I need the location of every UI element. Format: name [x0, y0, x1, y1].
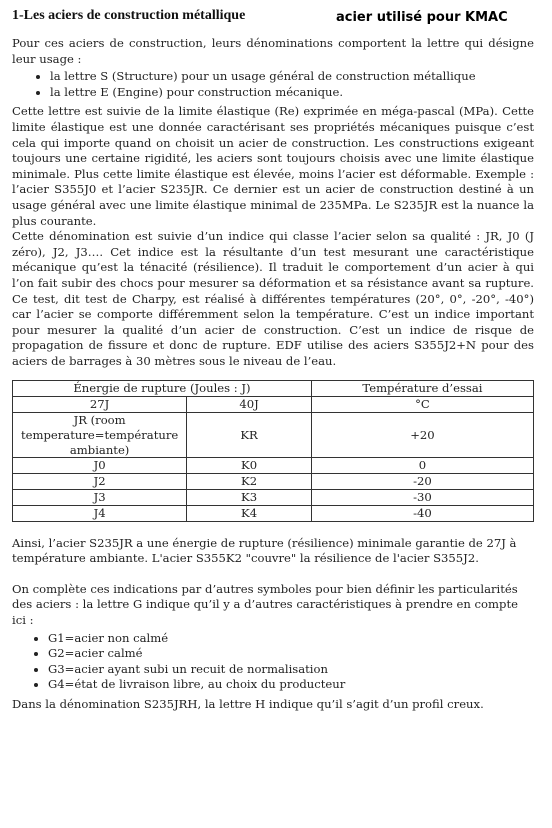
table-cell: JR (room temperature=température ambiante)	[13, 413, 187, 458]
list-item: • G2=acier calmé	[48, 646, 534, 662]
resilience-paragraph: Ainsi, l’acier S235JR a une énergie de rupture (résilience) minimale garantie de 27J à température ambiante. L'acier S355K2 "couvre" la résilience de l'acier S355J2.	[12, 535, 517, 566]
table-cell: 0	[311, 458, 533, 474]
elastic-limit-paragraph: Cette lettre est suivie de la limite élastique (Re) exprimée en méga-pascal (MPa). Cette limite élastique est une donnée caractérisant ses propriétés mécaniques puisque c’est cela qui importe quand on choisit un acier de construction. Les constructions exigeant toujours une certaine rigidité, les aciers sont toujours choisis avec une limite élastique minimale. Plus cette limite élastique est élevée, moins l’acier est déformable. Exemple : l’acier S355J0 et l’acier S235JR. Ce dernier est un acier de construction destiné à un usage général avec une limite élastique minimal de 235MPa. Le S235JR est la nuance la plus courante.	[12, 104, 534, 228]
symbols-paragraph: On complète ces indications par d’autres symboles pour bien définir les particularités des aciers : la lettre G indique qu’il y a d’autres caractéristiques à prendre en compte ici :	[12, 581, 518, 628]
table-cell: °C	[311, 397, 533, 413]
table-subheader-row	[13, 397, 534, 413]
intro-paragraph: Pour ces aciers de construction, leurs dénominations comportent la lettre qui désigne leur usage :	[12, 36, 534, 66]
g-list	[12, 631, 534, 693]
usage-list	[12, 69, 534, 100]
table-cell: 40J	[187, 397, 312, 413]
table-cell: -30	[311, 490, 533, 506]
list-item: • la lettre E (Engine) pour construction mécanique.	[50, 85, 534, 101]
table-cell: K0	[187, 458, 312, 474]
table-cell: J0	[13, 458, 187, 474]
annotation-tag: acier utilisé pour KMAC	[336, 10, 508, 25]
table-cell: KR	[187, 413, 312, 458]
table-header-row	[13, 381, 534, 397]
table-cell: J2	[13, 474, 187, 490]
table-row	[13, 458, 534, 474]
header	[10, 6, 542, 28]
list-item: • la lettre S (Structure) pour un usage général de construction métallique	[50, 69, 534, 85]
table-cell: K3	[187, 490, 312, 506]
section-heading: 1-Les aciers de construction métallique	[12, 8, 246, 23]
table-cell: K4	[187, 505, 312, 521]
table-row	[13, 505, 534, 521]
quality-index-paragraph: Cette dénomination est suivie d’un indice qui classe l’acier selon sa qualité : JR, J0 (J zéro), J2, J3…. Cet indice est la résultante d’un test mesurant une caractéristique mécanique qu’est la ténacité (résilience). Il traduit le comportement d’un acier à qui l’on fait subir des chocs pour mesurer sa déformation et sa résistance avant sa rupture. Ce test, dit test de Charpy, est réalisé à différentes températures (20°, 0°, -20°, -40°) car l’acier se comporte différemment selon la température. C’est un indice important pour mesurer la qualité d’un acier de construction. C’est un indice de risque de propagation de fissure et donc de rupture. EDF utilise des aciers S355J2+N pour des aciers de barrages à 30 mètres sous le niveau de l’eau.	[12, 229, 534, 368]
table-row	[13, 490, 534, 506]
list-item: • G1=acier non calmé	[48, 631, 534, 647]
table-cell: 27J	[13, 397, 187, 413]
table-header-energy: Énergie de rupture (Joules : J)	[13, 381, 312, 397]
table-cell: -40	[311, 505, 533, 521]
table-cell: K2	[187, 474, 312, 490]
list-item: • G3=acier ayant subi un recuit de normalisation	[48, 662, 534, 678]
document-body	[12, 36, 534, 713]
table-cell: J4	[13, 505, 187, 521]
table-cell: -20	[311, 474, 533, 490]
table-header-temperature: Température d’essai	[311, 381, 533, 397]
table-row	[13, 413, 534, 458]
table-cell: +20	[311, 413, 533, 458]
list-item: • G4=état de livraison libre, au choix du producteur	[48, 677, 534, 693]
table-row	[13, 474, 534, 490]
table-cell: J3	[13, 490, 187, 506]
hollow-profile-paragraph: Dans la dénomination S235JRH, la lettre H indique qu’il s’agit d’un profil creux.	[12, 696, 484, 711]
charpy-table	[12, 380, 534, 521]
